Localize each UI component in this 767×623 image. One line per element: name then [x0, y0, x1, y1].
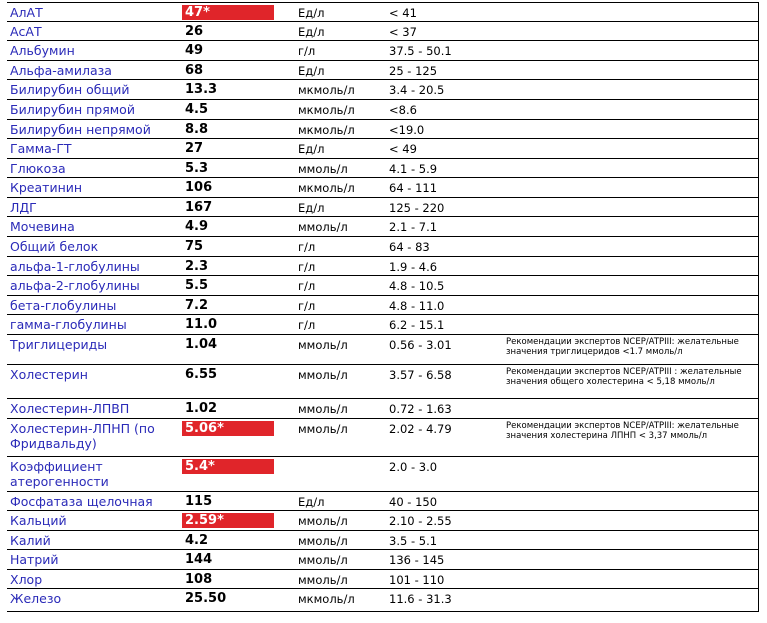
reference-range: 37.5 - 50.1	[386, 41, 503, 61]
reference-range: < 49	[386, 139, 503, 159]
reference-range: < 41	[386, 3, 503, 22]
test-value-flagged	[182, 511, 295, 531]
out-of-range-badge: 2.59*	[182, 513, 274, 528]
reference-range: 11.6 - 31.3	[386, 589, 503, 612]
reference-range: 4.8 - 10.5	[386, 276, 503, 296]
test-unit: ммоль/л	[295, 419, 386, 457]
test-value: 26	[182, 22, 295, 41]
recommendation-note	[503, 492, 758, 511]
recommendation-note	[503, 315, 758, 335]
test-name: Хлор	[7, 570, 182, 589]
recommendation-note	[503, 178, 758, 198]
test-value: 25.50	[182, 589, 295, 612]
reference-range: 3.57 - 6.58	[386, 365, 503, 399]
reference-range: 64 - 111	[386, 178, 503, 198]
test-unit: мкмоль/л	[295, 178, 386, 198]
test-value: 144	[182, 550, 295, 570]
recommendation-note	[503, 61, 758, 80]
test-value: 1.04	[182, 335, 295, 365]
test-value: 8.8	[182, 120, 295, 139]
recommendation-note	[503, 399, 758, 419]
test-unit: г/л	[295, 296, 386, 315]
test-name: Калий	[7, 531, 182, 550]
table-row	[7, 570, 758, 589]
test-value-flagged	[182, 419, 295, 457]
test-unit: мкмоль/л	[295, 100, 386, 120]
test-unit: Ед/л	[295, 61, 386, 80]
reference-range: 6.2 - 15.1	[386, 315, 503, 335]
test-name: бета-глобулины	[7, 296, 182, 315]
table-row	[7, 365, 758, 399]
test-value: 1.02	[182, 399, 295, 419]
reference-range: 2.0 - 3.0	[386, 457, 503, 492]
recommendation-note	[503, 257, 758, 276]
table-row	[7, 237, 758, 257]
test-name: Триглицериды	[7, 335, 182, 365]
test-value: 108	[182, 570, 295, 589]
recommendation-note: Рекомендации экспертов NCEP/ATPIII : желательные значения общего холестерина < 5,18 ммоль/л	[503, 365, 758, 399]
recommendation-note	[503, 217, 758, 237]
test-name: Глюкоза	[7, 159, 182, 178]
table-row	[7, 276, 758, 296]
recommendation-note	[503, 120, 758, 139]
table-row	[7, 3, 758, 22]
test-value: 4.9	[182, 217, 295, 237]
reference-range: <8.6	[386, 100, 503, 120]
test-name: Билирубин прямой	[7, 100, 182, 120]
reference-range: 125 - 220	[386, 198, 503, 217]
recommendation-note	[503, 159, 758, 178]
test-value: 167	[182, 198, 295, 217]
test-unit: мкмоль/л	[295, 80, 386, 100]
test-unit: мкмоль/л	[295, 120, 386, 139]
recommendation-note	[503, 80, 758, 100]
table-row	[7, 419, 758, 457]
recommendation-note	[503, 198, 758, 217]
test-name: Натрий	[7, 550, 182, 570]
test-unit: ммоль/л	[295, 550, 386, 570]
test-value: 27	[182, 139, 295, 159]
test-unit: Ед/л	[295, 3, 386, 22]
test-name: гамма-глобулины	[7, 315, 182, 335]
reference-range: 3.4 - 20.5	[386, 80, 503, 100]
test-unit: ммоль/л	[295, 531, 386, 550]
table-row	[7, 22, 758, 41]
test-name: АлАТ	[7, 3, 182, 22]
test-unit: ммоль/л	[295, 570, 386, 589]
test-value: 6.55	[182, 365, 295, 399]
recommendation-note	[503, 276, 758, 296]
test-unit: Ед/л	[295, 198, 386, 217]
test-name: Коэффициент атерогенности	[7, 457, 182, 492]
test-unit: Ед/л	[295, 139, 386, 159]
recommendation-note	[503, 100, 758, 120]
test-value: 75	[182, 237, 295, 257]
test-value: 4.5	[182, 100, 295, 120]
test-value: 4.2	[182, 531, 295, 550]
table-row	[7, 511, 758, 531]
recommendation-note	[503, 237, 758, 257]
recommendation-note	[503, 41, 758, 61]
test-name: альфа-2-глобулины	[7, 276, 182, 296]
table-row	[7, 139, 758, 159]
reference-range: 0.72 - 1.63	[386, 399, 503, 419]
table-row	[7, 296, 758, 315]
test-value: 106	[182, 178, 295, 198]
test-name: Фосфатаза щелочная	[7, 492, 182, 511]
reference-range: 2.1 - 7.1	[386, 217, 503, 237]
test-name: Гамма-ГТ	[7, 139, 182, 159]
test-name: АсАТ	[7, 22, 182, 41]
test-value: 11.0	[182, 315, 295, 335]
test-name: Кальций	[7, 511, 182, 531]
table-row	[7, 178, 758, 198]
reference-range: 0.56 - 3.01	[386, 335, 503, 365]
reference-range: 64 - 83	[386, 237, 503, 257]
test-value: 7.2	[182, 296, 295, 315]
table-row	[7, 159, 758, 178]
test-value: 115	[182, 492, 295, 511]
test-unit: мкмоль/л	[295, 589, 386, 612]
test-unit: ммоль/л	[295, 399, 386, 419]
table-row	[7, 335, 758, 365]
recommendation-note	[503, 589, 758, 612]
table-row	[7, 399, 758, 419]
test-unit: ммоль/л	[295, 511, 386, 531]
reference-range: 2.02 - 4.79	[386, 419, 503, 457]
reference-range: 3.5 - 5.1	[386, 531, 503, 550]
recommendation-note: Рекомендации экспертов NCEP/ATPIII: желательные значения триглицеридов <1.7 ммоль/л	[503, 335, 758, 365]
reference-range: 4.8 - 11.0	[386, 296, 503, 315]
test-name: Альфа-амилаза	[7, 61, 182, 80]
test-name: Холестерин-ЛПНП (по Фридвальду)	[7, 419, 182, 457]
table-row	[7, 457, 758, 492]
out-of-range-badge: 5.4*	[182, 459, 274, 474]
lab-results-table	[7, 2, 759, 612]
test-value: 68	[182, 61, 295, 80]
recommendation-note	[503, 457, 758, 492]
test-value-flagged	[182, 3, 295, 22]
test-name: Билирубин непрямой	[7, 120, 182, 139]
table-row	[7, 531, 758, 550]
table-row	[7, 315, 758, 335]
recommendation-note	[503, 139, 758, 159]
reference-range: 4.1 - 5.9	[386, 159, 503, 178]
reference-range: 1.9 - 4.6	[386, 257, 503, 276]
test-unit: ммоль/л	[295, 335, 386, 365]
recommendation-note	[503, 3, 758, 22]
recommendation-note	[503, 511, 758, 531]
table-row	[7, 80, 758, 100]
test-name: ЛДГ	[7, 198, 182, 217]
test-unit: г/л	[295, 237, 386, 257]
table-row	[7, 492, 758, 511]
test-name: Мочевина	[7, 217, 182, 237]
table-row	[7, 589, 758, 612]
test-value: 49	[182, 41, 295, 61]
table-row	[7, 100, 758, 120]
test-unit: Ед/л	[295, 22, 386, 41]
table-row	[7, 217, 758, 237]
recommendation-note	[503, 531, 758, 550]
test-unit: ммоль/л	[295, 365, 386, 399]
test-unit: ммоль/л	[295, 159, 386, 178]
table-row	[7, 198, 758, 217]
test-unit: ммоль/л	[295, 217, 386, 237]
test-name: Холестерин	[7, 365, 182, 399]
test-name: Билирубин общий	[7, 80, 182, 100]
table-row	[7, 41, 758, 61]
table-row	[7, 257, 758, 276]
recommendation-note: Рекомендации экспертов NCEP/ATPIII: желательные значения холестерина ЛПНП < 3,37 ммоль/л	[503, 419, 758, 457]
test-unit: г/л	[295, 276, 386, 296]
test-name: Холестерин-ЛПВП	[7, 399, 182, 419]
table-row	[7, 550, 758, 570]
test-value: 5.5	[182, 276, 295, 296]
test-name: альфа-1-глобулины	[7, 257, 182, 276]
test-unit	[295, 457, 386, 492]
out-of-range-badge: 5.06*	[182, 421, 274, 436]
reference-range: 136 - 145	[386, 550, 503, 570]
reference-range: 101 - 110	[386, 570, 503, 589]
reference-range: 2.10 - 2.55	[386, 511, 503, 531]
test-value: 13.3	[182, 80, 295, 100]
reference-range: 40 - 150	[386, 492, 503, 511]
test-unit: г/л	[295, 257, 386, 276]
test-value: 2.3	[182, 257, 295, 276]
test-name: Железо	[7, 589, 182, 612]
test-name: Креатинин	[7, 178, 182, 198]
recommendation-note	[503, 296, 758, 315]
test-value: 5.3	[182, 159, 295, 178]
recommendation-note	[503, 570, 758, 589]
recommendation-note	[503, 550, 758, 570]
out-of-range-badge: 47*	[182, 5, 274, 20]
table-row	[7, 120, 758, 139]
reference-range: <19.0	[386, 120, 503, 139]
reference-range: 25 - 125	[386, 61, 503, 80]
test-unit: г/л	[295, 315, 386, 335]
test-value-flagged	[182, 457, 295, 492]
test-name: Общий белок	[7, 237, 182, 257]
table-row	[7, 61, 758, 80]
recommendation-note	[503, 22, 758, 41]
test-unit: г/л	[295, 41, 386, 61]
test-name: Альбумин	[7, 41, 182, 61]
test-unit: Ед/л	[295, 492, 386, 511]
reference-range: < 37	[386, 22, 503, 41]
